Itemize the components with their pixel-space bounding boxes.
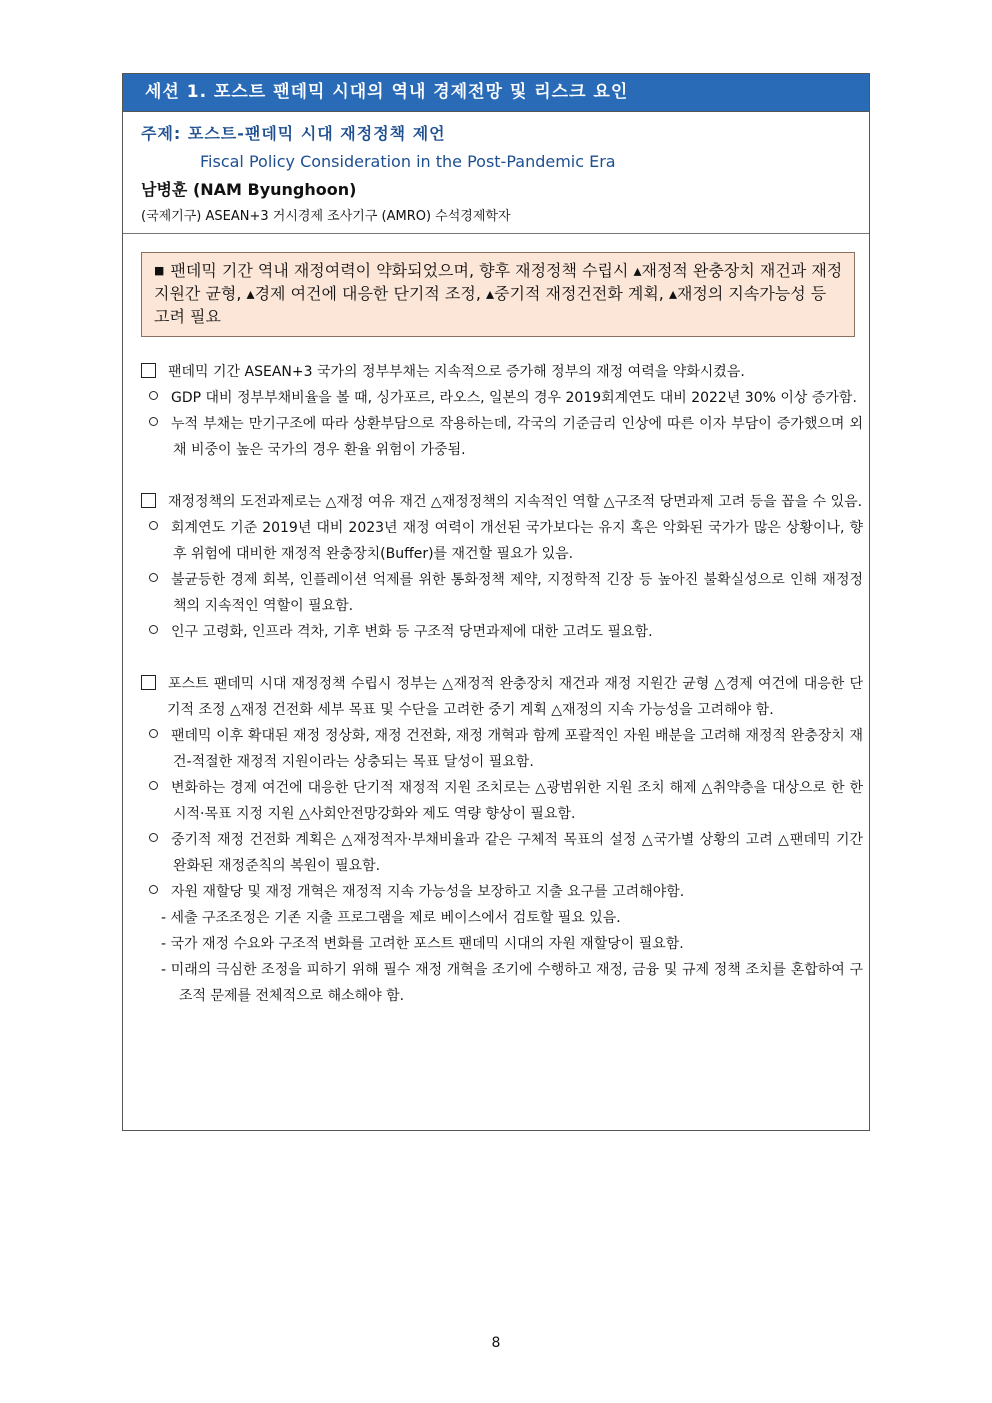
page-number: 8 <box>491 1335 501 1351</box>
list-item: 중기적 재정 건전화 계획은 △재정적자·부채비율과 같은 구체적 목표의 설정 △국가별 상황의 고려 △팬데믹 기간 완화된 재정준칙의 복원이 필요함. <box>141 827 863 879</box>
dash-bullet-icon: - <box>161 962 171 978</box>
list-item: 회계연도 기준 2019년 대비 2023년 재정 여력이 개선된 국가보다는 유지 혹은 악화된 국가가 많은 상황이나, 향후 위험에 대비한 재정적 완충장치(Buffer)를 재건할 필요가 있음. <box>141 515 863 567</box>
section-2 <box>141 489 863 645</box>
topic-title: 주제: 포스트-팬데믹 시대 재정정책 제언 <box>141 124 446 143</box>
checkbox-square-icon <box>141 675 156 690</box>
section-1 <box>141 359 863 463</box>
sub-list-item: - 미래의 극심한 조정을 피하기 위해 필수 재정 개혁을 조기에 수행하고 재정, 금융 및 규제 정책 조치를 혼합하여 구조적 문제를 전체적으로 해소해야 함. <box>161 962 863 1004</box>
circle-bullet-icon <box>149 625 158 634</box>
section-heading: 포스트 팬데믹 시대 재정정책 수립시 정부는 △재정적 완충장치 재건과 재정 지원간 균형 △경제 여건에 대응한 단기적 조정 △재정 건전화 세부 목표 및 수단을 고려한 중기 계획 △재정의 지속 가능성을 고려해야 함. <box>141 671 863 723</box>
list-item: GDP 대비 정부부채비율을 볼 때, 싱가포르, 라오스, 일본의 경우 2019회계연도 대비 2022년 30% 이상 증가함. <box>141 385 863 411</box>
circle-bullet-icon <box>149 573 158 582</box>
summary-text: 팬데믹 기간 역내 재정여력이 약화되었으며, 향후 재정정책 수립시 ▴재정적 완충장치 재건과 재정지원간 균형, ▴경제 여건에 대응한 단기적 조정, ▴중기적 재정건전화 계획, ▴재정의 지속가능성 등 고려 필요 <box>154 261 843 326</box>
circle-bullet-icon <box>149 885 158 894</box>
square-bullet-icon: ■ <box>154 264 165 277</box>
author-affiliation: (국제기구) ASEAN+3 거시경제 조사기구 (AMRO) 수석경제학자 <box>141 209 511 224</box>
list-item: 누적 부채는 만기구조에 따라 상환부담으로 작용하는데, 각국의 기준금리 인상에 따른 이자 부담이 증가했으며 외채 비중이 높은 국가의 경우 환율 위험이 가중됨. <box>141 411 863 463</box>
list-item: 변화하는 경제 여건에 대응한 단기적 재정적 지원 조치로는 △광범위한 지원 조치 해제 △취약층을 대상으로 한 한시적·목표 지정 지원 △사회안전망강화와 제도 역량 향상이 필요함. <box>141 775 863 827</box>
session-frame <box>122 73 870 1131</box>
content-body <box>123 337 869 1009</box>
sub-list-item: - 세출 구조조정은 기존 지출 프로그램을 제로 베이스에서 검토할 필요 있음. <box>161 910 621 926</box>
circle-bullet-icon <box>149 729 158 738</box>
dash-bullet-icon: - <box>161 910 171 926</box>
summary-box <box>141 252 855 337</box>
section-3 <box>141 671 863 1009</box>
section-heading: 재정정책의 도전과제로는 △재정 여유 재건 △재정정책의 지속적인 역할 △구조적 당면과제 고려 등을 꼽을 수 있음. <box>141 489 863 515</box>
list-item: 자원 재할당 및 재정 개혁은 재정적 지속 가능성을 보장하고 지출 요구를 고려해야함. <box>141 879 863 905</box>
checkbox-square-icon <box>141 363 156 378</box>
circle-bullet-icon <box>149 833 158 842</box>
sub-list-item: - 국가 재정 수요와 구조적 변화를 고려한 포스트 팬데믹 시대의 자원 재할당이 필요함. <box>161 936 684 952</box>
circle-bullet-icon <box>149 781 158 790</box>
dash-bullet-icon: - <box>161 936 171 952</box>
circle-bullet-icon <box>149 391 158 400</box>
author-name: 남병훈 (NAM Byunghoon) <box>141 180 357 199</box>
section-heading: 팬데믹 기간 ASEAN+3 국가의 정부부채는 지속적으로 증가해 정부의 재정 여력을 약화시켰음. <box>141 359 863 385</box>
header-block <box>123 112 869 234</box>
session-title: 세션 1. 포스트 팬데믹 시대의 역내 경제전망 및 리스크 요인 <box>123 74 869 112</box>
list-item: 인구 고령화, 인프라 격차, 기후 변화 등 구조적 당면과제에 대한 고려도 필요함. <box>141 619 863 645</box>
circle-bullet-icon <box>149 521 158 530</box>
topic-title-english: Fiscal Policy Consideration in the Post-Pandemic Era <box>200 152 616 171</box>
circle-bullet-icon <box>149 417 158 426</box>
list-item: 팬데믹 이후 확대된 재정 정상화, 재정 건전화, 재정 개혁과 함께 포괄적인 자원 배분을 고려해 재정적 완충장치 재건-적절한 재정적 지원이라는 상충되는 목표 달성이 필요함. <box>141 723 863 775</box>
checkbox-square-icon <box>141 493 156 508</box>
list-item: 불균등한 경제 회복, 인플레이션 억제를 위한 통화정책 제약, 지정학적 긴장 등 높아진 불확실성으로 인해 재정정책의 지속적인 역할이 필요함. <box>141 567 863 619</box>
